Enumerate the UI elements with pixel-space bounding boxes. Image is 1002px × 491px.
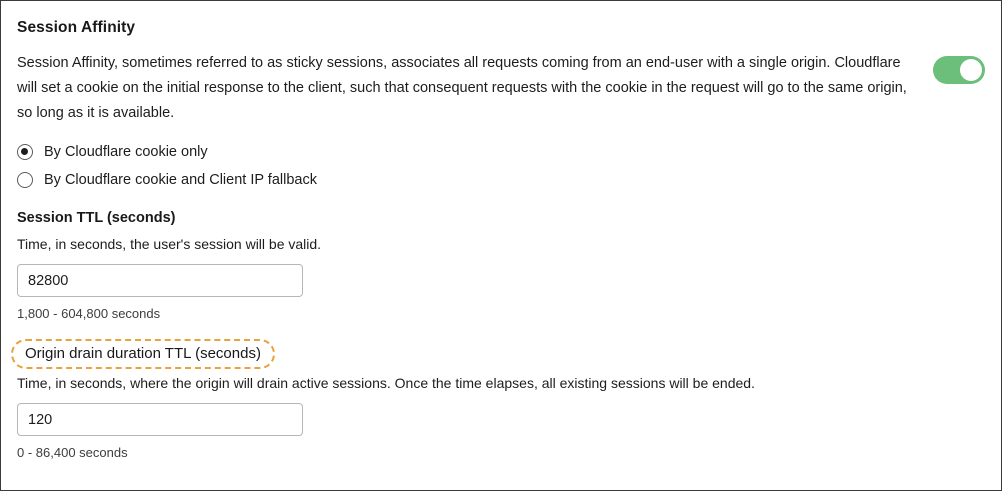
session-ttl-range-hint: 1,800 - 604,800 seconds	[17, 306, 161, 321]
origin-drain-ttl-label: Origin drain duration TTL (seconds)	[11, 339, 275, 369]
toggle-knob	[960, 59, 982, 81]
session-affinity-description: Session Affinity, sometimes referred to as sticky sessions, associates all requests coming from an end-user with a single origin. Cloudflare will set a cookie on the initial response to the client, such that consequent requests with the cookie in the request will go to the same origin, so long as it is available.	[17, 55, 907, 121]
session-ttl-label: Session TTL (seconds)	[17, 210, 176, 226]
session-affinity-toggle[interactable]	[933, 56, 985, 84]
session-ttl-help: Time, in seconds, the user's session will be valid.	[17, 236, 322, 252]
origin-drain-ttl-input[interactable]	[17, 403, 303, 436]
origin-drain-ttl-range-hint: 0 - 86,400 seconds	[17, 445, 128, 460]
radio-icon[interactable]	[17, 144, 33, 160]
radio-label-cookie-and-ip-fallback: By Cloudflare cookie and Client IP fallback	[44, 172, 317, 188]
page-title: Session Affinity	[17, 19, 136, 36]
session-ttl-input[interactable]	[17, 264, 303, 297]
radio-option-cookie-and-ip-fallback[interactable]	[17, 172, 985, 188]
radio-label-cookie-only: By Cloudflare cookie only	[44, 144, 208, 160]
radio-option-cookie-only[interactable]	[17, 144, 985, 160]
session-affinity-panel	[1, 1, 1001, 490]
origin-drain-ttl-help: Time, in seconds, where the origin will drain active sessions. Once the time elapses, all existing sessions will be ended.	[17, 375, 755, 391]
radio-icon[interactable]	[17, 172, 33, 188]
